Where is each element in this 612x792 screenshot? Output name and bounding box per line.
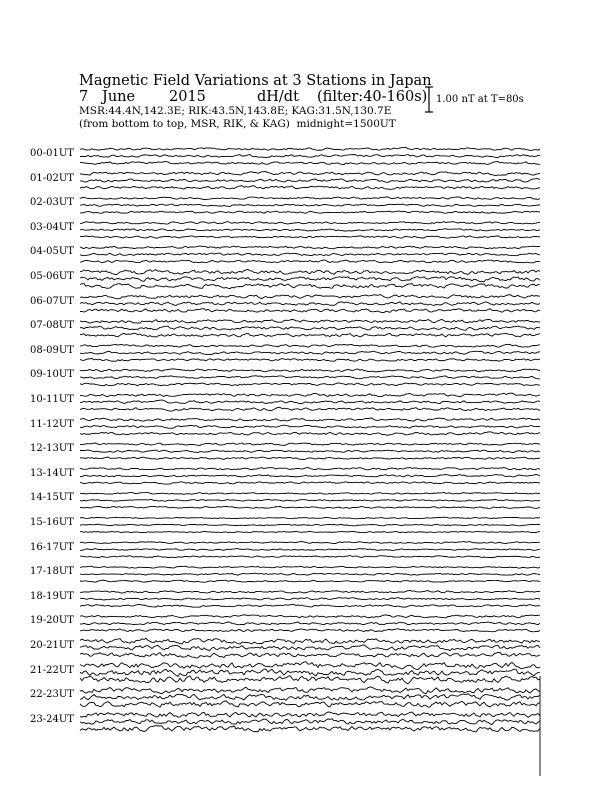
trace-rik — [80, 524, 540, 526]
trace-kag — [80, 211, 540, 213]
chart-title: Magnetic Field Variations at 3 Stations in Japan — [79, 73, 432, 89]
trace-msr — [80, 172, 540, 176]
trace-msr — [80, 687, 540, 694]
hour-label: 02-03UT — [30, 197, 74, 209]
trace-kag — [80, 260, 540, 263]
trace-kag — [80, 236, 540, 238]
trace-kag — [80, 531, 540, 532]
trace-msr — [80, 591, 540, 594]
trace-msr — [80, 269, 540, 274]
trace-kag — [80, 652, 540, 658]
trace-rik — [80, 155, 540, 158]
hour-label: 22-23UT — [30, 689, 74, 701]
trace-msr — [80, 615, 540, 618]
hour-label: 19-20UT — [30, 615, 74, 627]
hour-label: 12-13UT — [30, 443, 74, 455]
trace-rik — [80, 277, 540, 282]
trace-rik — [80, 400, 540, 404]
trace-group — [80, 148, 540, 777]
trace-kag — [80, 432, 540, 436]
hour-label: 23-24UT — [30, 713, 74, 725]
trace-rik — [80, 694, 540, 701]
trace-rik — [80, 351, 540, 354]
trace-kag — [80, 333, 540, 337]
trace-rik — [80, 719, 540, 725]
trace-msr — [80, 369, 540, 372]
hour-label: 16-17UT — [30, 541, 74, 553]
trace-rik — [80, 622, 540, 625]
date-day: 7 — [79, 89, 89, 105]
trace-msr — [80, 246, 540, 249]
hour-label: 07-08UT — [30, 320, 74, 332]
hour-label: 17-18UT — [30, 566, 74, 578]
date-month: June — [102, 89, 136, 105]
trace-msr — [80, 566, 540, 568]
trace-rik — [80, 179, 540, 183]
hour-label: 18-19UT — [30, 590, 74, 602]
hour-label: 15-16UT — [30, 517, 74, 528]
trace-rik — [80, 669, 540, 676]
scale-bar — [425, 87, 433, 112]
trace-rik — [80, 253, 540, 256]
trace-kag — [80, 482, 540, 485]
trace-kag — [80, 457, 540, 460]
trace-rik — [80, 302, 540, 306]
midnight-note: midnight=1500UT — [296, 118, 396, 130]
hour-label: 06-07UT — [30, 295, 74, 307]
trace-kag — [80, 407, 540, 411]
trace-rik — [80, 645, 540, 651]
trace-msr — [80, 542, 540, 544]
hour-label: 09-10UT — [30, 369, 74, 381]
trace-msr — [80, 197, 540, 200]
hour-label: 01-02UT — [30, 172, 74, 184]
hour-label: 10-11UT — [30, 394, 74, 405]
station-coordinates: MSR:44.4N,142.3E; RIK:43.5N,143.8E; KAG:31.5N,130.7E — [79, 105, 392, 117]
trace-kag — [80, 506, 540, 508]
trace-rik — [80, 326, 540, 330]
trace-msr — [80, 344, 540, 347]
trace-rik — [80, 229, 540, 231]
trace-kag — [80, 186, 540, 190]
trace-kag — [80, 604, 540, 607]
date-year: 2015 — [169, 89, 206, 105]
hour-label: 05-06UT — [30, 271, 74, 282]
trace-kag — [80, 629, 540, 632]
trace-rik — [80, 573, 540, 575]
trace-kag — [80, 358, 540, 361]
trace-kag — [80, 309, 540, 313]
trace-kag — [80, 383, 540, 386]
order-text: (from bottom to top, MSR, RIK, & KAG) — [79, 118, 290, 130]
hour-label: 03-04UT — [30, 221, 74, 233]
hour-label: 00-01UT — [30, 148, 74, 159]
trace-rik — [80, 204, 540, 207]
trace-msr — [80, 468, 540, 470]
trace-rik — [80, 598, 540, 600]
trace-rik — [80, 475, 540, 478]
hour-label: 08-09UT — [30, 344, 74, 356]
trace-msr — [80, 418, 540, 421]
trace-msr — [80, 148, 540, 151]
trace-kag — [80, 580, 540, 582]
trace-rik — [80, 499, 540, 501]
trace-msr — [80, 222, 540, 225]
hour-label: 20-21UT — [30, 640, 74, 651]
trace-msr — [80, 492, 540, 494]
trace-kag — [80, 676, 540, 684]
trace-msr — [80, 319, 540, 323]
trace-msr — [80, 393, 540, 397]
hour-label: 11-12UT — [30, 418, 74, 430]
trace-kag — [80, 726, 540, 732]
trace-rik — [80, 450, 540, 453]
hour-label: 04-05UT — [30, 246, 74, 258]
filter-label: (filter:40-160s) — [317, 89, 428, 105]
quantity-label: dH/dt — [257, 89, 299, 105]
trace-msr — [80, 443, 540, 446]
hour-label: 21-22UT — [30, 664, 74, 676]
trace-rik — [80, 376, 540, 379]
hour-label: 13-14UT — [30, 467, 74, 479]
trace-msr — [80, 295, 540, 299]
trace-kag — [80, 701, 540, 707]
trace-kag — [80, 284, 540, 289]
scale-bar-label: 1.00 nT at T=80s — [436, 94, 524, 105]
trace-msr — [80, 662, 540, 670]
trace-rik — [80, 549, 540, 551]
trace-msr — [80, 638, 540, 644]
trace-kag — [80, 556, 540, 558]
trace-msr — [80, 712, 540, 717]
trace-msr — [80, 517, 540, 519]
hour-label: 14-15UT — [30, 492, 74, 504]
trace-rik — [80, 425, 540, 428]
trace-kag — [80, 162, 540, 165]
